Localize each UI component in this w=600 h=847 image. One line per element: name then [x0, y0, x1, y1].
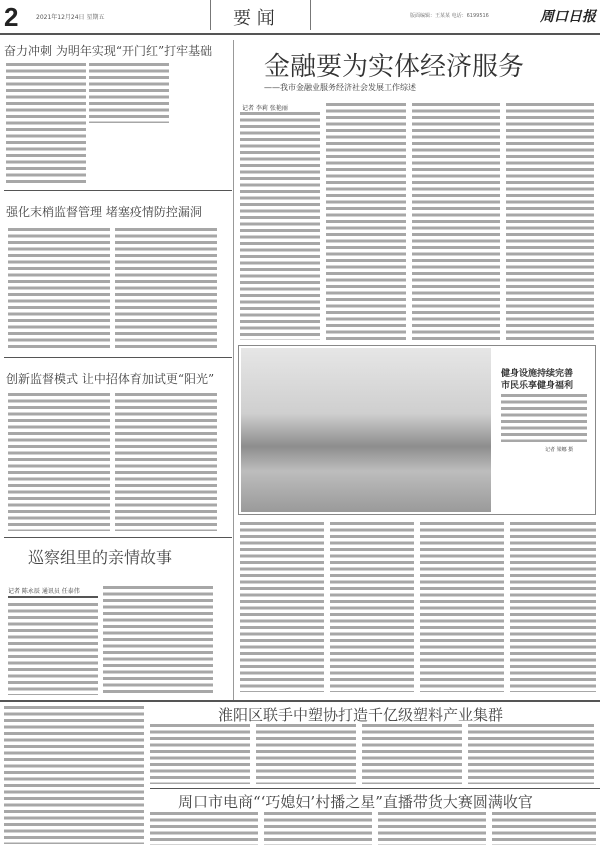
article-body	[8, 603, 98, 695]
section-name: 要 闻	[233, 8, 275, 29]
article-body	[468, 724, 594, 784]
article-body	[492, 812, 596, 845]
article-body	[150, 724, 250, 784]
article-body	[8, 393, 110, 531]
article-title: 淮阳区联手中塑协打造千亿级塑料产业集群	[218, 706, 504, 724]
photo-credit: 记者 梁娜 摄	[545, 447, 574, 453]
article-body	[103, 586, 213, 695]
article-title: 奋力冲刺 为明年实现“开门红”打牢基础	[4, 44, 213, 58]
article-body	[264, 812, 372, 845]
divider	[150, 788, 600, 789]
photo-frame	[238, 345, 596, 515]
article-byline: 记者 陈永辰 通讯员 任泰伟	[8, 588, 80, 595]
article-title: 巡察组里的亲情故事	[28, 548, 173, 567]
divider	[4, 537, 232, 538]
divider	[4, 357, 232, 358]
article-body	[240, 112, 320, 340]
article-title: 周口市电商“‘巧媳妇’村播之星”直播带货大赛圆满收官	[178, 793, 533, 811]
article-body	[240, 522, 324, 692]
news-photo	[241, 348, 491, 512]
page-number: 2	[4, 2, 19, 32]
article-body	[256, 724, 356, 784]
article-body	[362, 724, 462, 784]
divider	[4, 190, 232, 191]
article-body	[420, 522, 504, 692]
feature-title: 金融要为实体经济服务	[264, 52, 525, 82]
article-body	[89, 63, 169, 123]
article-body	[506, 103, 594, 340]
photo-caption-body	[501, 394, 587, 442]
article-body	[4, 706, 144, 844]
article-title: 创新监督模式 让中招体育加试更“阳光”	[6, 372, 215, 386]
divider	[310, 0, 311, 30]
photo-caption-title: 市民乐享健身福利	[501, 381, 574, 391]
article-title: 强化末梢监督管理 堵塞疫情防控漏洞	[6, 205, 202, 219]
divider	[233, 40, 234, 700]
article-body	[326, 103, 406, 340]
photo-caption-title: 健身设施持续完善	[501, 369, 574, 379]
article-body	[378, 812, 486, 845]
article-body	[330, 522, 414, 692]
divider	[8, 596, 98, 598]
divider	[210, 0, 211, 30]
divider	[0, 700, 600, 702]
article-body	[150, 812, 258, 845]
article-body	[6, 63, 86, 183]
feature-byline: 记者 李莉 张艳丽	[242, 105, 288, 112]
article-body	[115, 228, 217, 350]
masthead-logo: 周口日报	[540, 9, 596, 25]
header-rule	[0, 33, 600, 35]
article-body	[115, 393, 217, 531]
issue-date: 2021年12月24日 星期五	[36, 14, 105, 21]
article-body	[412, 103, 500, 340]
article-body	[8, 228, 110, 350]
article-body	[510, 522, 596, 692]
editor-info: 版面编辑：王某某 电话：6199516	[410, 13, 489, 19]
feature-subtitle: ——我市金融业服务经济社会发展工作综述	[264, 83, 416, 92]
